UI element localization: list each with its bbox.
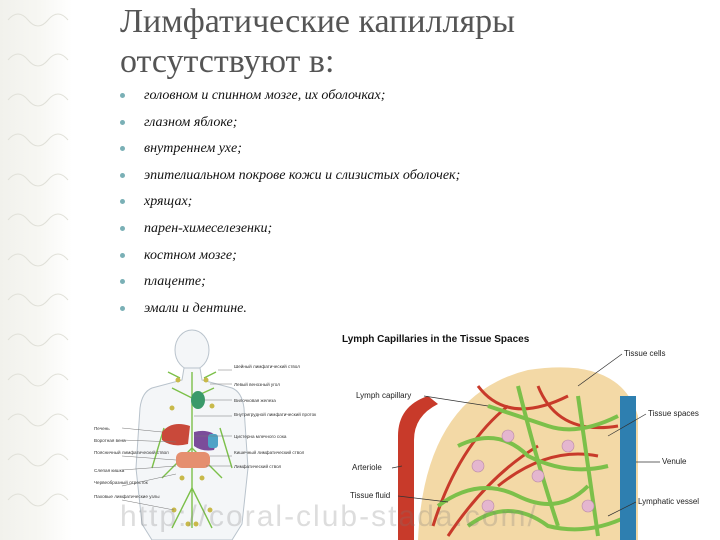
list-item-text: плаценте; — [144, 274, 206, 290]
label-arteriole: Arteriole — [352, 463, 382, 472]
list-item-text: хрящах; — [144, 194, 193, 210]
label-thymus: Вилочковая железа — [234, 398, 276, 403]
list-item — [118, 166, 460, 193]
label-cervical-trunk: Шейный лимфатический ствол — [234, 364, 300, 369]
list-item — [118, 246, 460, 273]
label-appendix: Червеобразный отросток — [94, 480, 148, 485]
label-thoracic-duct: Внутригрудной лимфатический проток — [234, 412, 317, 417]
list-item-text: эпителиальном покрове кожи и слизистых оболочек; — [144, 167, 461, 183]
bullet-icon — [120, 93, 125, 98]
slide-title-line-1: Лимфатические капилляры — [120, 3, 515, 40]
bullet-icon — [120, 226, 125, 231]
label-lymphatic-vessel: Lymphatic vessel — [638, 497, 700, 506]
list-item — [118, 192, 460, 219]
venule-vessel — [620, 396, 636, 540]
watermark: http://coral-club-stada.com/ — [120, 500, 538, 533]
bullet-icon — [120, 120, 125, 125]
bullet-icon — [120, 253, 125, 258]
list-item — [118, 272, 460, 299]
bullet-icon — [120, 199, 125, 204]
label-intestinal-trunk: Кишечный лимфатический ствол — [234, 450, 305, 455]
list-item — [118, 139, 460, 166]
bullet-icon — [120, 306, 125, 311]
thymus-shape — [191, 391, 205, 409]
label-left-venous-angle: Левый венозный угол — [234, 382, 280, 387]
list-item-text: внутреннем ухе; — [144, 141, 242, 157]
decorative-left-band — [0, 0, 72, 540]
slide-title — [120, 2, 680, 82]
label-inguinal-nodes: Паховые лимфатические узлы — [94, 494, 160, 499]
label-cecum: Слепая кишка — [94, 468, 125, 473]
label-tissue-spaces: Tissue spaces — [648, 409, 699, 418]
label-lymph-capillary: Lymph capillary — [356, 391, 412, 400]
label-cisterna-chyli: Цистерна млечного сока — [234, 434, 287, 439]
list-item — [118, 219, 460, 246]
slide-title-line-2: отсутствуют в: — [120, 43, 335, 80]
bullet-icon — [120, 146, 125, 151]
label-tissue-fluid: Tissue fluid — [350, 491, 391, 500]
list-item — [118, 86, 460, 113]
bullet-icon — [120, 279, 125, 284]
label-tissue-cells: Tissue cells — [624, 349, 666, 358]
bullet-list — [118, 86, 460, 325]
label-lumbar-trunk: Поясничный лимфатический ствол — [94, 450, 169, 455]
intestine-shape — [176, 452, 210, 468]
list-item-text: парен-химеселезенки; — [144, 220, 273, 236]
bullet-icon — [120, 173, 125, 178]
list-item-text: костном мозге; — [144, 247, 237, 263]
label-portal-vein: Воротная вена — [94, 438, 126, 443]
list-item-text: эмали и дентине. — [144, 300, 247, 316]
figure-title: Lymph Capillaries in the Tissue Spaces — [342, 334, 530, 345]
label-liver: Печень — [94, 426, 110, 431]
list-item — [118, 299, 460, 326]
list-item-text: глазном яблоке; — [144, 114, 238, 130]
list-item — [118, 113, 460, 140]
list-item-text: головном и спинном мозге, их оболочках; — [144, 88, 386, 103]
label-venule: Venule — [662, 457, 687, 466]
label-lymph-trunk: Лимфатический ствол — [234, 464, 282, 469]
decorative-swirl-pattern — [0, 0, 72, 540]
